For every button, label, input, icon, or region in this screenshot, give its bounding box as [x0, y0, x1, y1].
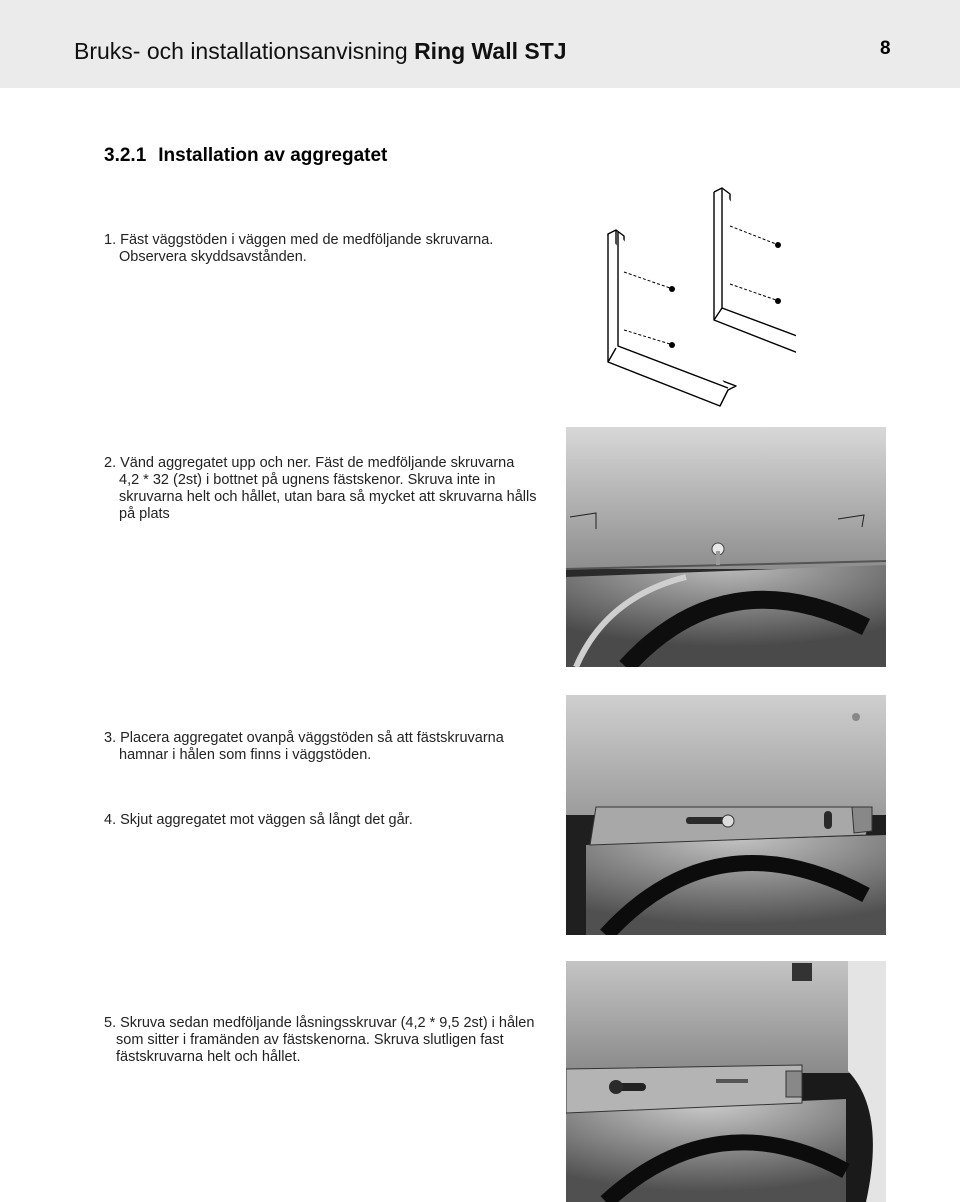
step-line: Observera skyddsavstånden. [119, 249, 307, 265]
wall-bracket-illustration [596, 184, 796, 414]
step-line: hamnar i hålen som finns i väggstöden. [119, 747, 372, 763]
photo-unit-on-brackets [566, 695, 886, 935]
product-name: Ring Wall STJ [414, 38, 567, 64]
photo-locking-screws [566, 961, 886, 1202]
step-line: skruvarna helt och hållet, utan bara så mycket att skruvarna hålls [119, 489, 537, 505]
step-line: 5. Skruva sedan medföljande låsningsskruvar (4,2 * 9,5 2st) i hålen [104, 1015, 535, 1031]
step-4 [104, 812, 413, 829]
step-3 [104, 730, 504, 764]
step-line: 4. Skjut aggregatet mot väggen så långt det går. [104, 812, 413, 828]
step-line: 2. Vänd aggregatet upp och ner. Fäst de medföljande skruvarna [104, 455, 515, 471]
document-title [74, 38, 567, 65]
section-number: 3.2.1 [104, 145, 147, 166]
section-title: Installation av aggregatet [158, 145, 388, 166]
page-number: 8 [880, 38, 891, 59]
section-heading [104, 145, 399, 167]
step-line: på plats [119, 506, 170, 522]
photo-screws-in-rail [566, 427, 886, 667]
page-header [0, 0, 960, 88]
step-2 [104, 455, 536, 523]
step-line: som sitter i framänden av fästskenorna. Skruva slutligen fast [116, 1032, 504, 1048]
step-line: fästskruvarna helt och hållet. [116, 1049, 301, 1065]
step-line: 1. Fäst väggstöden i väggen med de medföljande skruvarna. [104, 232, 494, 248]
step-1 [104, 232, 493, 266]
step-line: 3. Placera aggregatet ovanpå väggstöden så att fästskruvarna [104, 730, 504, 746]
document-title-prefix: Bruks- och installationsanvisning [74, 38, 408, 64]
step-line: 4,2 * 32 (2st) i bottnet på ugnens fästskenor. Skruva inte in [119, 472, 496, 488]
step-5 [104, 1015, 534, 1066]
